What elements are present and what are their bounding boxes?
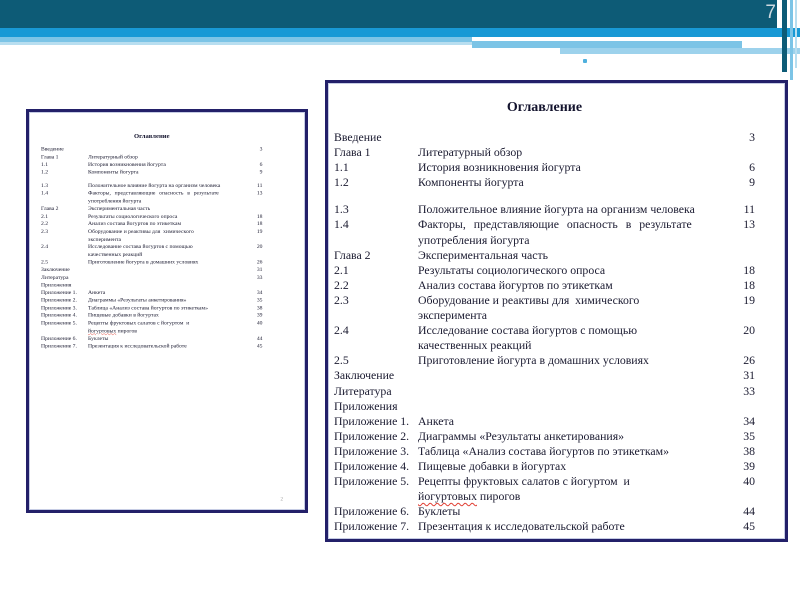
- toc-row: [334, 217, 755, 247]
- toc-row: [334, 504, 755, 519]
- toc-label: Приложение 2.: [334, 428, 410, 443]
- toc-row: [41, 190, 262, 205]
- toc-label: 2.1: [334, 262, 349, 277]
- toc-page-number: 18: [743, 262, 755, 277]
- corner-stripe-teal: [782, 0, 787, 72]
- toc-text: [88, 220, 243, 228]
- toc-page-number: 3: [749, 130, 755, 144]
- toc-page-number: 20: [256, 243, 263, 250]
- toc-page-number: 6: [749, 160, 755, 175]
- toc-row: [334, 399, 755, 414]
- toc-text: [88, 213, 243, 221]
- toc-line: Факторы, представляющие опасность в результате: [88, 190, 219, 197]
- toc-text: [418, 459, 721, 474]
- toc-line: Пищевые добавки в йогуртах: [418, 458, 567, 473]
- toc-page-number: 44: [256, 335, 263, 342]
- toc-row: [334, 444, 755, 459]
- toc-row: [41, 243, 262, 258]
- toc-text: [418, 248, 721, 263]
- toc-label: 2.3: [41, 228, 49, 235]
- toc-line: История возникновения йогурта: [418, 160, 581, 175]
- misspelled-word: йогуртовых: [418, 489, 477, 504]
- slide-number: 7: [765, 2, 776, 23]
- document-page-thumbnail[interactable]: [26, 109, 308, 513]
- toc-text: [418, 519, 721, 534]
- corner-stripe-lightblue: [790, 0, 793, 80]
- toc-line: Таблица «Анализ состава йогуртов по этикеткам»: [88, 304, 208, 311]
- toc-row: [41, 153, 262, 161]
- toc-label: Приложения: [41, 281, 72, 288]
- toc-row: [41, 169, 262, 177]
- toc-text: [418, 293, 721, 323]
- toc-page-number: 19: [256, 228, 263, 235]
- toc-text: [418, 444, 721, 459]
- toc-page-number: 26: [743, 353, 755, 368]
- toc-label: Приложение 6.: [334, 504, 410, 519]
- toc-line: Литературный обзор: [418, 145, 523, 160]
- toc-line: эксперимента: [88, 236, 122, 243]
- toc-line: Исследование состава йогуртов с помощью: [88, 243, 193, 250]
- page-number: 2: [280, 496, 283, 502]
- toc-label: Глава 1: [41, 153, 59, 160]
- toc-row: [334, 293, 755, 323]
- toc-text: [88, 335, 243, 343]
- toc-line: Буклеты: [88, 335, 109, 342]
- toc-line: Анализ состава йогуртов по этикеткам: [88, 220, 182, 227]
- toc-text: [88, 243, 243, 258]
- toc-text: [418, 429, 721, 444]
- toc-page-number: 31: [743, 368, 755, 383]
- toc-row: [334, 278, 755, 293]
- toc-text: [418, 278, 721, 293]
- toc-text: [88, 289, 243, 297]
- toc-line: Приготовление йогурта в домашних условиях: [88, 259, 199, 265]
- toc-page-number: 18: [256, 213, 263, 220]
- toc-line: Анкета: [418, 413, 455, 428]
- toc-line: Экспериментальная часть: [88, 205, 151, 212]
- toc-text: [88, 259, 243, 267]
- toc-text: [88, 304, 243, 312]
- toc-line: Положительное влияние йогурта на организм человека: [88, 182, 221, 189]
- toc-label: Приложение 4.: [41, 312, 77, 319]
- header-step-lightblue: [472, 41, 742, 48]
- toc-text: [88, 205, 243, 213]
- toc-line: Компоненты йогурта: [88, 169, 139, 176]
- toc-line: Диаграммы «Результаты анкетирования»: [88, 297, 187, 304]
- toc-page-number: 3: [259, 146, 263, 153]
- toc-row: [41, 266, 262, 274]
- toc-label: 2.2: [334, 277, 349, 292]
- toc-page-number: 38: [256, 304, 263, 311]
- toc-text: [418, 202, 721, 217]
- toc-page-number: 18: [743, 277, 755, 292]
- toc-text: [88, 161, 243, 169]
- toc-page-number: 39: [743, 458, 755, 473]
- toc-label: 1.4: [41, 190, 49, 197]
- toc-page-number: 45: [256, 343, 263, 349]
- toc-page-number: 40: [743, 474, 755, 489]
- toc-page-number: 18: [256, 220, 263, 227]
- toc-page-number: 40: [256, 320, 263, 327]
- toc-row: [334, 429, 755, 444]
- toc-label: Приложение 5.: [41, 320, 77, 327]
- toc-text: [88, 312, 243, 320]
- toc-row: [334, 474, 755, 504]
- toc-page-number: 20: [743, 323, 755, 338]
- toc-title: Оглавление: [506, 100, 583, 115]
- toc-line: Пищевые добавки в йогуртах: [88, 312, 159, 319]
- toc-text: [88, 297, 243, 305]
- toc-row: [41, 304, 262, 312]
- toc-line: Экспериментальная часть: [418, 247, 549, 262]
- toc-label: Приложение 1.: [334, 413, 410, 428]
- toc-row: [334, 175, 755, 190]
- toc-page-number: 13: [743, 217, 755, 232]
- toc-page-number: 9: [749, 175, 755, 190]
- toc-label: Глава 2: [41, 205, 59, 212]
- toc-line: Приготовление йогурта в домашних условиях: [418, 353, 649, 368]
- toc-text: [88, 153, 243, 161]
- toc-label: 1.4: [334, 217, 349, 232]
- toc-line: Таблица «Анализ состава йогуртов по этикеткам»: [418, 443, 670, 458]
- toc-row: [41, 146, 262, 154]
- toc-label: Приложение 6.: [41, 335, 77, 342]
- toc-line: Факторы, представляющие опасность в результате: [418, 217, 692, 232]
- toc-label: Заключение: [334, 368, 395, 383]
- toc-label: Приложение 7.: [41, 343, 77, 349]
- toc-text: [88, 182, 243, 190]
- toc-row: [334, 145, 755, 160]
- toc-row: [41, 228, 262, 243]
- toc-page-number: 19: [743, 292, 755, 307]
- toc-label: 2.4: [41, 243, 49, 250]
- toc-page-number: 33: [743, 383, 755, 398]
- toc-label: Приложение 4.: [334, 458, 410, 473]
- toc-line: качественных реакций: [88, 251, 143, 258]
- toc-label: Приложение 2.: [41, 297, 77, 304]
- toc-row: [41, 297, 262, 305]
- toc-label: 2.5: [334, 353, 349, 368]
- toc-line: Диаграммы «Результаты анкетирования»: [418, 428, 625, 443]
- toc-line: йогуртовых пирогов: [418, 489, 521, 504]
- toc-label: Приложение 1.: [41, 289, 77, 296]
- toc-line: Исследование состава йогуртов с помощью: [418, 323, 638, 338]
- toc-row: [41, 335, 262, 343]
- toc-row: [334, 323, 755, 353]
- toc-row: [334, 353, 755, 368]
- toc-line: Буклеты: [418, 504, 461, 519]
- toc-page-number: 31: [256, 266, 263, 273]
- toc-page-number: 26: [256, 259, 263, 265]
- toc-row: [334, 384, 755, 399]
- toc-line: Презентация к исследовательской работе: [418, 519, 625, 534]
- toc-line: йогуртовых пирогов: [88, 327, 137, 334]
- toc-text: [418, 504, 721, 519]
- toc-text: [418, 160, 721, 175]
- toc-row: [334, 160, 755, 175]
- toc-row: [334, 459, 755, 474]
- toc-page-number: 11: [257, 182, 263, 189]
- toc-line: Анализ состава йогуртов по этикеткам: [418, 277, 613, 292]
- toc-label: 2.5: [41, 259, 49, 265]
- toc-label: 2.2: [41, 220, 49, 227]
- toc-page-number: 39: [256, 312, 263, 319]
- toc-line: Положительное влияние йогурта на организм человека: [418, 202, 695, 217]
- toc-label: Приложение 3.: [41, 304, 77, 311]
- toc-list-small: [41, 146, 262, 351]
- toc-row: [41, 312, 262, 320]
- toc-page-number: 34: [256, 289, 263, 296]
- toc-label: Заключение: [41, 266, 70, 273]
- corner-stripe-paleblue: [795, 0, 797, 68]
- toc-label: 1.3: [41, 182, 49, 189]
- toc-row: [41, 161, 262, 169]
- toc-line: Результаты социологического опроса: [418, 262, 606, 277]
- header-step-paleblue: [560, 48, 800, 54]
- toc-line: употребления йогурта: [418, 232, 530, 247]
- toc-page-number: 6: [259, 161, 263, 168]
- toc-line: Рецепты фруктовых салатов с йогуртом и: [88, 320, 190, 327]
- toc-page-number: 35: [743, 428, 755, 443]
- toc-row: [41, 281, 262, 289]
- header-bar-paleblue: [0, 42, 472, 45]
- toc-text: [418, 323, 721, 353]
- toc-line: Рецепты фруктовых салатов с йогуртом и: [418, 474, 630, 489]
- toc-row: [334, 519, 755, 534]
- toc-line: Литературный обзор: [88, 153, 138, 160]
- toc-label: 1.1: [41, 161, 49, 168]
- toc-label: Приложение 7.: [334, 519, 410, 534]
- toc-row: [41, 289, 262, 297]
- toc-line: Компоненты йогурта: [418, 175, 524, 190]
- toc-line: Оборудование и реактивы для химического: [88, 228, 194, 235]
- toc-label: Введение: [41, 146, 64, 153]
- toc-text: [418, 414, 721, 429]
- toc-text: [418, 474, 721, 504]
- toc-row: [334, 202, 755, 217]
- toc-row: [41, 182, 262, 190]
- toc-line: История возникновения йогурта: [88, 161, 166, 168]
- toc-label: 1.1: [334, 160, 349, 175]
- toc-line: Оборудование и реактивы для химического: [418, 292, 640, 307]
- toc-text: [418, 145, 721, 160]
- toc-list: [334, 130, 755, 534]
- toc-text: [88, 343, 243, 351]
- toc-page-number: 45: [743, 519, 755, 534]
- toc-page-number: 44: [743, 504, 755, 519]
- toc-line: эксперимента: [418, 308, 488, 323]
- toc-row: [41, 259, 262, 267]
- toc-label: 1.2: [334, 175, 349, 190]
- toc-line: Анкета: [88, 289, 106, 296]
- toc-label: Введение: [334, 130, 382, 144]
- toc-page-number: 9: [259, 169, 263, 176]
- toc-label: Приложения: [334, 398, 398, 413]
- toc-label: 2.3: [334, 292, 349, 307]
- misspelled-word: йогуртовых: [88, 327, 117, 334]
- toc-row: [41, 320, 262, 335]
- toc-row: [41, 343, 262, 351]
- toc-text: [88, 190, 243, 205]
- toc-label: Глава 1: [334, 145, 371, 160]
- document-page-large[interactable]: [325, 80, 788, 542]
- toc-row: [334, 130, 755, 145]
- toc-row: [41, 220, 262, 228]
- toc-label: Приложение 3.: [334, 443, 410, 458]
- toc-text: [88, 228, 243, 243]
- toc-line: Результаты социологического опроса: [88, 213, 178, 220]
- toc-page-number: 35: [256, 297, 263, 304]
- toc-text: [418, 263, 721, 278]
- decorative-dot: [583, 59, 587, 63]
- toc-thumbnail-content: [41, 132, 262, 350]
- toc-line: употребления йогурта: [88, 197, 142, 204]
- toc-line: Презентация к исследовательской работе: [88, 343, 187, 349]
- toc-label: 1.2: [41, 169, 49, 176]
- toc-label: Глава 2: [334, 247, 371, 262]
- toc-label: Приложение 5.: [334, 474, 410, 489]
- toc-label: 1.3: [334, 202, 349, 217]
- toc-title-small: Оглавление: [133, 132, 170, 140]
- toc-text: [418, 175, 721, 190]
- header-bar-teal: [0, 0, 777, 28]
- toc-page-number: 11: [743, 202, 755, 217]
- toc-page-number: 33: [256, 274, 263, 281]
- toc-text: [418, 217, 721, 247]
- toc-row: [41, 274, 262, 282]
- toc-label: 2.1: [41, 213, 49, 220]
- toc-row: [334, 263, 755, 278]
- toc-row: [41, 213, 262, 221]
- toc-page-number: 34: [743, 413, 755, 428]
- toc-page-number: 38: [743, 443, 755, 458]
- toc-text: [88, 320, 243, 335]
- toc-label: Литература: [334, 383, 392, 398]
- toc-text: [88, 169, 243, 177]
- toc-row: [334, 248, 755, 263]
- toc-label: Литература: [41, 274, 69, 281]
- toc-row: [334, 368, 755, 383]
- toc-label: 2.4: [334, 323, 349, 338]
- header-bar-blue: [0, 28, 800, 37]
- toc-text: [418, 353, 721, 368]
- toc-row: [334, 414, 755, 429]
- toc-row: [41, 205, 262, 213]
- toc-line: качественных реакций: [418, 338, 532, 353]
- toc-page-number: 13: [256, 190, 263, 197]
